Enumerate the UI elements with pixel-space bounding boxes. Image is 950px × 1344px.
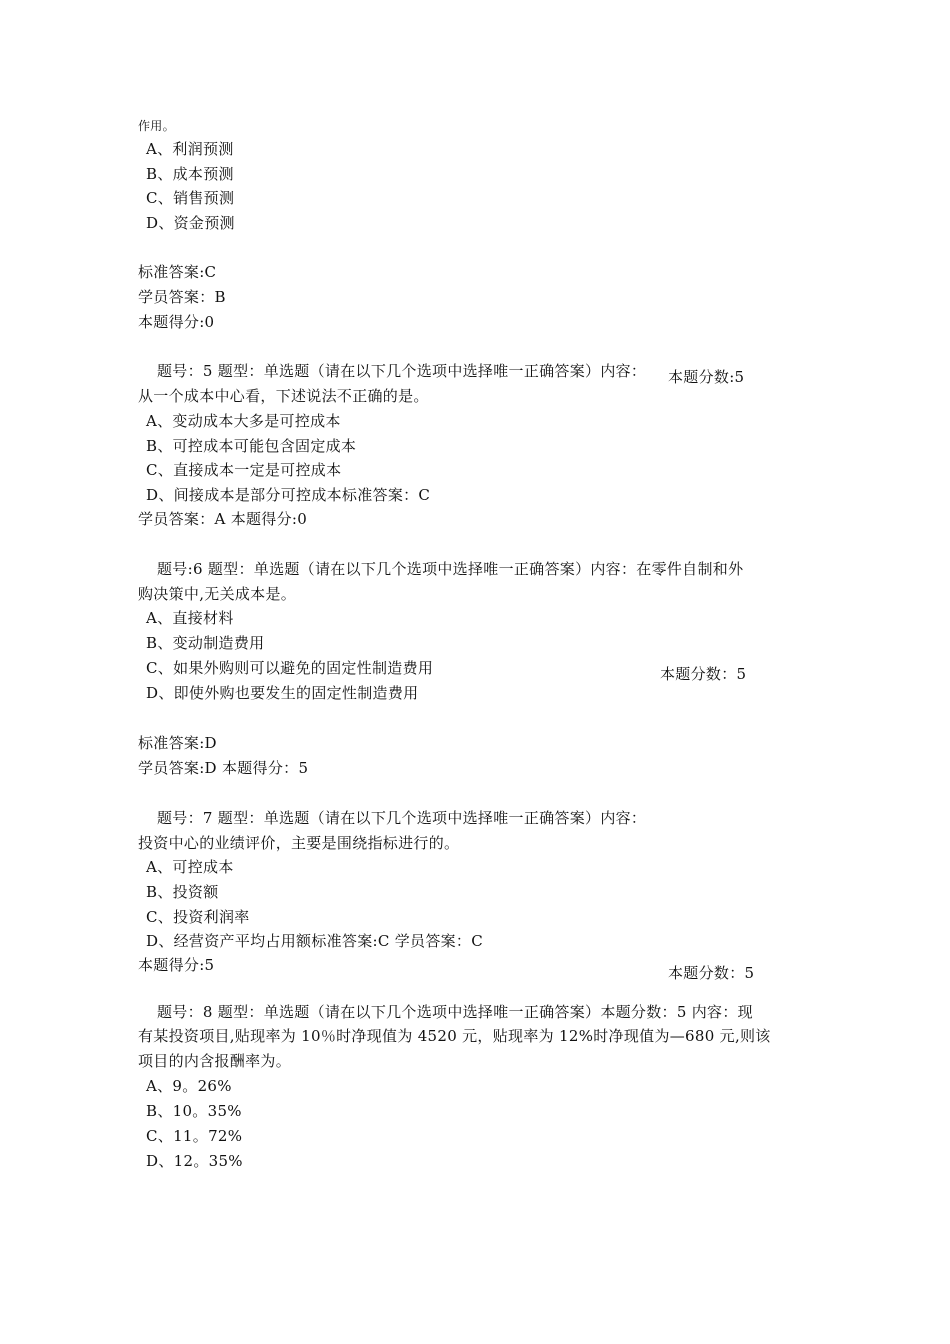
- q7-option-a: A、可控成本: [146, 858, 234, 876]
- q7-option-d: D、经营资产平均占用额标准答案:C 学员答案：C: [146, 932, 484, 950]
- q6-header: 题号:6 题型：单选题（请在以下几个选项中选择唯一正确答案）内容：在零件自制和外: [157, 560, 744, 578]
- q5-points: 本题分数:5: [668, 368, 745, 386]
- q8-header: 题号：8 题型：单选题（请在以下几个选项中选择唯一正确答案）本题分数：5 内容：现: [157, 1003, 753, 1021]
- q5-option-d: D、间接成本是部分可控成本标准答案：C: [146, 486, 431, 504]
- q4-standard-answer: 标准答案:C: [138, 263, 217, 281]
- q5-header: 题号：5 题型：单选题（请在以下几个选项中选择唯一正确答案）内容：: [157, 362, 647, 380]
- q8-option-a: A、9。26%: [146, 1077, 232, 1095]
- q5-question: 从一个成本中心看，下述说法不正确的是。: [138, 387, 429, 405]
- q6-option-c: C、如果外购则可以避免的固定性制造费用: [146, 659, 434, 677]
- q4-score: 本题得分:0: [138, 313, 215, 331]
- q7-option-b: B、投资额: [146, 883, 219, 901]
- q4-option-c: C、销售预测: [146, 189, 235, 207]
- q5-option-c: C、直接成本一定是可控成本: [146, 461, 342, 479]
- q6-option-b: B、变动制造费用: [146, 634, 265, 652]
- q8-option-c: C、11。72%: [146, 1127, 243, 1145]
- q8-option-d: D、12。35%: [146, 1152, 243, 1170]
- q4-option-a: A、利润预测: [146, 140, 234, 158]
- q5-option-b: B、可控成本可能包含固定成本: [146, 437, 357, 455]
- q4-option-d: D、资金预测: [146, 214, 235, 232]
- q6-student-answer-score: 学员答案:D 本题得分：5: [138, 759, 309, 777]
- q6-standard-answer: 标准答案:D: [138, 734, 217, 752]
- q6-header-cont: 购决策中,无关成本是。: [138, 585, 297, 603]
- q5-student-answer-score: 学员答案：A 本题得分:0: [138, 510, 308, 528]
- q7-question: 投资中心的业绩评价，主要是围绕指标进行的。: [138, 834, 460, 852]
- q6-option-a: A、直接材料: [146, 609, 234, 627]
- q8-question-line2: 有某投资项目,贴现率为 10％时净现值为 4520 元，贴现率为 12%时净现值为—680 元,则该: [138, 1027, 771, 1045]
- q4-option-b: B、成本预测: [146, 165, 234, 183]
- q7-points: 本题分数：5: [668, 964, 755, 982]
- q4-fragment: 作用。: [138, 119, 175, 133]
- q6-option-d: D、即使外购也要发生的固定性制造费用: [146, 684, 419, 702]
- q5-option-a: A、变动成本大多是可控成本: [146, 412, 341, 430]
- q7-option-c: C、投资利润率: [146, 908, 250, 926]
- q6-points: 本题分数：5: [660, 665, 747, 683]
- q7-header: 题号：7 题型：单选题（请在以下几个选项中选择唯一正确答案）内容：: [157, 809, 647, 827]
- q4-student-answer: 学员答案：B: [138, 288, 226, 306]
- q8-question-line3: 项目的内含报酬率为。: [138, 1052, 292, 1070]
- q8-option-b: B、10。35%: [146, 1102, 242, 1120]
- q7-score: 本题得分:5: [138, 956, 215, 974]
